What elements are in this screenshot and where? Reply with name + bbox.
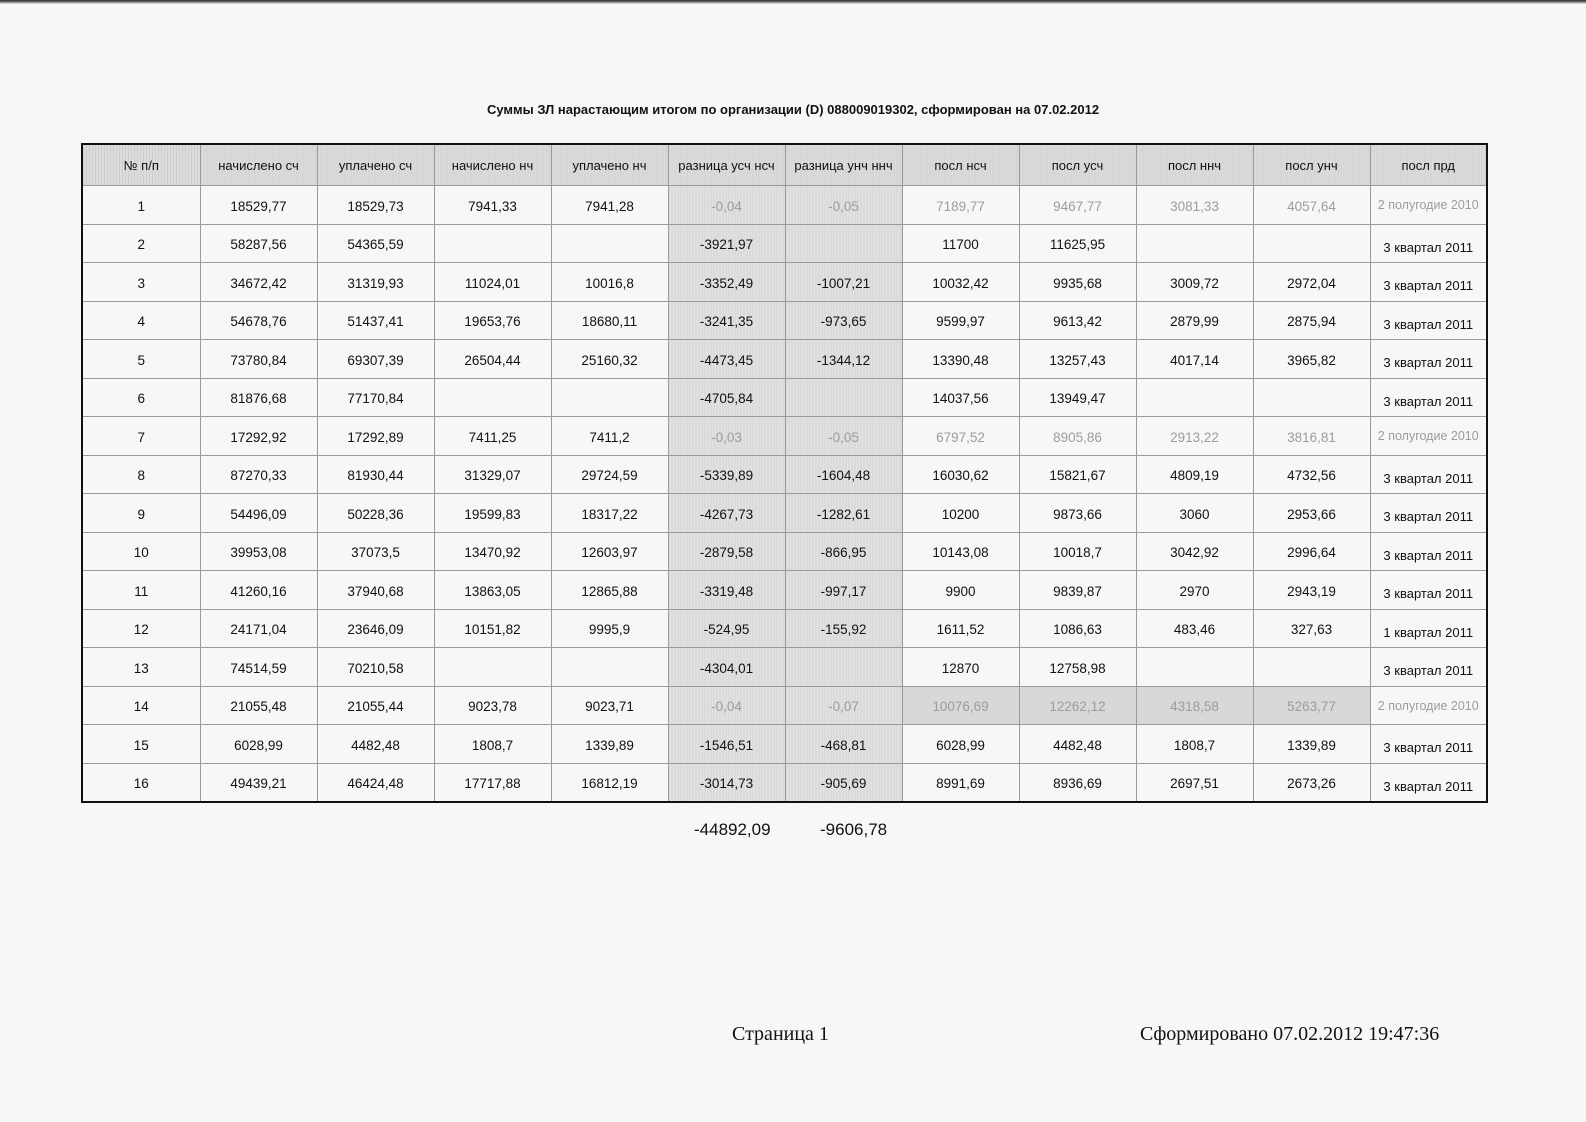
cell-accrued-sch: 81876,68 <box>200 378 317 417</box>
cell-paid-nch: 7411,2 <box>551 417 668 456</box>
cell-accrued-nch: 13863,05 <box>434 571 551 610</box>
cell-diff-usch-nsch: -3319,48 <box>668 571 785 610</box>
cell-last-unch: 2875,94 <box>1253 301 1370 340</box>
table-row <box>82 224 1487 263</box>
table-row <box>82 340 1487 379</box>
cell-last-nnch: 3060 <box>1136 494 1253 533</box>
cell-accrued-sch: 58287,56 <box>200 224 317 263</box>
cell-last-usch: 8936,69 <box>1019 763 1136 802</box>
cell-last-nsch: 1611,52 <box>902 609 1019 648</box>
cell-diff-usch-nsch: -1546,51 <box>668 725 785 764</box>
cell-last-nnch: 3009,72 <box>1136 263 1253 302</box>
cell-last-unch: 4732,56 <box>1253 455 1370 494</box>
cell-paid-sch: 18529,73 <box>317 186 434 225</box>
cell-diff-unch-nnch: -1282,61 <box>785 494 902 533</box>
cell-paid-sch: 23646,09 <box>317 609 434 648</box>
cell-last-unch: 2943,19 <box>1253 571 1370 610</box>
cell-paid-sch: 51437,41 <box>317 301 434 340</box>
cell-diff-unch-nnch: -1344,12 <box>785 340 902 379</box>
cell-paid-nch: 10016,8 <box>551 263 668 302</box>
cell-diff-usch-nsch: -4304,01 <box>668 648 785 687</box>
table-row <box>82 378 1487 417</box>
cell-accrued-nch: 19653,76 <box>434 301 551 340</box>
cell-accrued-sch: 54678,76 <box>200 301 317 340</box>
cell-paid-nch: 9023,71 <box>551 686 668 725</box>
cell-last-nsch: 10143,08 <box>902 532 1019 571</box>
col-header-last-usch: посл усч <box>1019 144 1136 186</box>
cell-last-usch: 9935,68 <box>1019 263 1136 302</box>
cell-last-unch: 1339,89 <box>1253 725 1370 764</box>
cell-last-usch: 1086,63 <box>1019 609 1136 648</box>
cell-diff-unch-nnch: -1604,48 <box>785 455 902 494</box>
col-header-last-period: посл прд <box>1370 144 1487 186</box>
cell-paid-sch: 54365,59 <box>317 224 434 263</box>
cell-paid-nch <box>551 648 668 687</box>
cell-last-period: 2 полугодие 2010 <box>1370 686 1487 725</box>
table-row <box>82 648 1487 687</box>
cell-last-nsch: 10032,42 <box>902 263 1019 302</box>
cell-last-nnch: 4809,19 <box>1136 455 1253 494</box>
cell-last-nsch: 8991,69 <box>902 763 1019 802</box>
cell-accrued-sch: 6028,99 <box>200 725 317 764</box>
cell-last-period: 2 полугодие 2010 <box>1370 186 1487 225</box>
cell-accrued-nch: 13470,92 <box>434 532 551 571</box>
cell-number: 11 <box>82 571 200 610</box>
cell-last-period: 3 квартал 2011 <box>1370 648 1487 687</box>
cell-number: 8 <box>82 455 200 494</box>
cell-diff-unch-nnch: -1007,21 <box>785 263 902 302</box>
cell-last-nnch: 483,46 <box>1136 609 1253 648</box>
cell-accrued-nch <box>434 648 551 687</box>
cell-last-period: 2 полугодие 2010 <box>1370 417 1487 456</box>
col-header-accrued-sch: начислено сч <box>200 144 317 186</box>
cell-last-period: 3 квартал 2011 <box>1370 532 1487 571</box>
cell-diff-usch-nsch: -4705,84 <box>668 378 785 417</box>
cell-paid-nch: 16812,19 <box>551 763 668 802</box>
cell-last-period: 3 квартал 2011 <box>1370 263 1487 302</box>
cell-diff-unch-nnch: -866,95 <box>785 532 902 571</box>
report-body <box>82 186 1487 802</box>
table-row <box>82 725 1487 764</box>
col-header-diff-usch-nsch: разница усч нсч <box>668 144 785 186</box>
col-header-diff-unch-nnch: разница унч ннч <box>785 144 902 186</box>
cell-diff-usch-nsch: -3241,35 <box>668 301 785 340</box>
cell-paid-sch: 77170,84 <box>317 378 434 417</box>
cell-paid-nch: 9995,9 <box>551 609 668 648</box>
cell-last-period: 3 квартал 2011 <box>1370 763 1487 802</box>
cell-accrued-nch: 17717,88 <box>434 763 551 802</box>
col-header-paid-nch: уплачено нч <box>551 144 668 186</box>
cell-last-nsch: 12870 <box>902 648 1019 687</box>
cell-last-nsch: 7189,77 <box>902 186 1019 225</box>
cell-last-nnch: 3042,92 <box>1136 532 1253 571</box>
cell-diff-unch-nnch <box>785 648 902 687</box>
cell-last-usch: 4482,48 <box>1019 725 1136 764</box>
cell-diff-unch-nnch: -905,69 <box>785 763 902 802</box>
cell-diff-unch-nnch: -973,65 <box>785 301 902 340</box>
cell-last-nnch: 2879,99 <box>1136 301 1253 340</box>
table-row <box>82 494 1487 533</box>
cell-last-usch: 10018,7 <box>1019 532 1136 571</box>
cell-last-unch <box>1253 378 1370 417</box>
cell-accrued-nch: 26504,44 <box>434 340 551 379</box>
cell-last-usch: 15821,67 <box>1019 455 1136 494</box>
cell-last-nnch: 2970 <box>1136 571 1253 610</box>
cell-paid-nch: 18317,22 <box>551 494 668 533</box>
cell-last-unch <box>1253 648 1370 687</box>
cell-last-period: 3 квартал 2011 <box>1370 340 1487 379</box>
cell-last-unch: 2953,66 <box>1253 494 1370 533</box>
cell-accrued-sch: 54496,09 <box>200 494 317 533</box>
cell-last-usch: 13257,43 <box>1019 340 1136 379</box>
cell-paid-nch: 29724,59 <box>551 455 668 494</box>
cell-accrued-sch: 49439,21 <box>200 763 317 802</box>
cell-paid-nch: 18680,11 <box>551 301 668 340</box>
cell-number: 5 <box>82 340 200 379</box>
cell-accrued-sch: 74514,59 <box>200 648 317 687</box>
cell-paid-nch: 7941,28 <box>551 186 668 225</box>
cell-number: 10 <box>82 532 200 571</box>
cell-paid-nch: 25160,32 <box>551 340 668 379</box>
cell-diff-usch-nsch: -4267,73 <box>668 494 785 533</box>
cell-paid-nch: 12603,97 <box>551 532 668 571</box>
table-row <box>82 417 1487 456</box>
cell-accrued-nch: 19599,83 <box>434 494 551 533</box>
cell-last-usch: 13949,47 <box>1019 378 1136 417</box>
cell-last-usch: 9467,77 <box>1019 186 1136 225</box>
cell-number: 3 <box>82 263 200 302</box>
scan-edge <box>0 0 1586 4</box>
cell-last-nsch: 9900 <box>902 571 1019 610</box>
cell-number: 4 <box>82 301 200 340</box>
cell-paid-sch: 81930,44 <box>317 455 434 494</box>
cell-diff-usch-nsch: -524,95 <box>668 609 785 648</box>
cell-accrued-sch: 87270,33 <box>200 455 317 494</box>
table-row <box>82 763 1487 802</box>
cell-last-usch: 12262,12 <box>1019 686 1136 725</box>
cell-number: 6 <box>82 378 200 417</box>
cell-last-nsch: 16030,62 <box>902 455 1019 494</box>
col-header-last-unch: посл унч <box>1253 144 1370 186</box>
cell-last-nnch: 4318,58 <box>1136 686 1253 725</box>
cell-last-nsch: 9599,97 <box>902 301 1019 340</box>
cell-paid-sch: 46424,48 <box>317 763 434 802</box>
cell-diff-unch-nnch <box>785 378 902 417</box>
cell-paid-nch <box>551 224 668 263</box>
cell-last-nnch: 2913,22 <box>1136 417 1253 456</box>
cell-accrued-sch: 17292,92 <box>200 417 317 456</box>
cell-last-period: 1 квартал 2011 <box>1370 609 1487 648</box>
cell-accrued-sch: 24171,04 <box>200 609 317 648</box>
cell-paid-sch: 37940,68 <box>317 571 434 610</box>
cell-last-period: 3 квартал 2011 <box>1370 494 1487 533</box>
cell-paid-sch: 69307,39 <box>317 340 434 379</box>
cell-number: 13 <box>82 648 200 687</box>
cell-paid-sch: 21055,44 <box>317 686 434 725</box>
col-header-last-nsch: посл нсч <box>902 144 1019 186</box>
col-header-accrued-nch: начислено нч <box>434 144 551 186</box>
cell-diff-usch-nsch: -4473,45 <box>668 340 785 379</box>
cell-accrued-nch: 1808,7 <box>434 725 551 764</box>
cell-diff-unch-nnch: -0,07 <box>785 686 902 725</box>
table-row <box>82 455 1487 494</box>
cell-last-period: 3 квартал 2011 <box>1370 455 1487 494</box>
cell-last-nsch: 10200 <box>902 494 1019 533</box>
cell-last-unch <box>1253 224 1370 263</box>
cell-accrued-nch: 7941,33 <box>434 186 551 225</box>
cell-paid-sch: 50228,36 <box>317 494 434 533</box>
cell-accrued-sch: 41260,16 <box>200 571 317 610</box>
cell-last-period: 3 квартал 2011 <box>1370 224 1487 263</box>
cell-accrued-nch: 31329,07 <box>434 455 551 494</box>
cell-accrued-nch: 11024,01 <box>434 263 551 302</box>
cell-last-unch: 4057,64 <box>1253 186 1370 225</box>
cell-diff-usch-nsch: -3014,73 <box>668 763 785 802</box>
generated-timestamp: Сформировано 07.02.2012 19:47:36 <box>1140 1023 1440 1045</box>
cell-paid-nch: 12865,88 <box>551 571 668 610</box>
cell-number: 1 <box>82 186 200 225</box>
cell-last-usch: 9613,42 <box>1019 301 1136 340</box>
cell-paid-sch: 70210,58 <box>317 648 434 687</box>
cell-accrued-nch: 9023,78 <box>434 686 551 725</box>
cell-last-unch: 2673,26 <box>1253 763 1370 802</box>
cell-last-period: 3 квартал 2011 <box>1370 571 1487 610</box>
cell-last-nnch <box>1136 224 1253 263</box>
col-header-number: № п/п <box>82 144 200 186</box>
cell-diff-usch-nsch: -2879,58 <box>668 532 785 571</box>
cell-number: 14 <box>82 686 200 725</box>
header-row <box>82 144 1487 186</box>
cell-last-unch: 3965,82 <box>1253 340 1370 379</box>
cell-paid-sch: 17292,89 <box>317 417 434 456</box>
table-row <box>82 571 1487 610</box>
cell-number: 15 <box>82 725 200 764</box>
table-row <box>82 301 1487 340</box>
cell-accrued-nch <box>434 224 551 263</box>
cell-last-nnch: 2697,51 <box>1136 763 1253 802</box>
table-row <box>82 263 1487 302</box>
cell-number: 7 <box>82 417 200 456</box>
cell-last-unch: 2996,64 <box>1253 532 1370 571</box>
cell-accrued-nch <box>434 378 551 417</box>
col-header-paid-sch: уплачено сч <box>317 144 434 186</box>
cell-accrued-sch: 18529,77 <box>200 186 317 225</box>
cell-diff-unch-nnch: -0,05 <box>785 186 902 225</box>
cell-number: 16 <box>82 763 200 802</box>
cell-last-nnch <box>1136 648 1253 687</box>
table-row <box>82 609 1487 648</box>
cell-paid-sch: 31319,93 <box>317 263 434 302</box>
total-diff-unch: -9606,78 <box>820 820 888 839</box>
cell-accrued-nch: 7411,25 <box>434 417 551 456</box>
cell-accrued-sch: 73780,84 <box>200 340 317 379</box>
cell-paid-sch: 4482,48 <box>317 725 434 764</box>
cell-diff-usch-nsch: -3352,49 <box>668 263 785 302</box>
col-header-last-nnch: посл ннч <box>1136 144 1253 186</box>
total-diff-usch: -44892,09 <box>694 820 771 839</box>
cell-accrued-sch: 39953,08 <box>200 532 317 571</box>
table-row <box>82 686 1487 725</box>
cell-number: 9 <box>82 494 200 533</box>
cell-last-unch: 327,63 <box>1253 609 1370 648</box>
cell-last-nnch <box>1136 378 1253 417</box>
cell-last-nsch: 6028,99 <box>902 725 1019 764</box>
cell-accrued-nch: 10151,82 <box>434 609 551 648</box>
cell-last-unch: 5263,77 <box>1253 686 1370 725</box>
cell-paid-sch: 37073,5 <box>317 532 434 571</box>
cell-last-nsch: 6797,52 <box>902 417 1019 456</box>
cell-last-nsch: 10076,69 <box>902 686 1019 725</box>
cell-diff-unch-nnch: -468,81 <box>785 725 902 764</box>
cell-last-period: 3 квартал 2011 <box>1370 378 1487 417</box>
cell-accrued-sch: 34672,42 <box>200 263 317 302</box>
cell-diff-unch-nnch <box>785 224 902 263</box>
cell-diff-usch-nsch: -3921,97 <box>668 224 785 263</box>
cell-last-usch: 12758,98 <box>1019 648 1136 687</box>
cell-diff-unch-nnch: -155,92 <box>785 609 902 648</box>
cell-diff-unch-nnch: -0,05 <box>785 417 902 456</box>
table-row <box>82 532 1487 571</box>
cell-last-nsch: 13390,48 <box>902 340 1019 379</box>
cell-diff-usch-nsch: -5339,89 <box>668 455 785 494</box>
cell-diff-usch-nsch: -0,04 <box>668 686 785 725</box>
cell-diff-usch-nsch: -0,03 <box>668 417 785 456</box>
cell-diff-usch-nsch: -0,04 <box>668 186 785 225</box>
cell-last-period: 3 квартал 2011 <box>1370 725 1487 764</box>
cell-last-nsch: 14037,56 <box>902 378 1019 417</box>
cell-number: 2 <box>82 224 200 263</box>
cell-accrued-sch: 21055,48 <box>200 686 317 725</box>
cell-last-usch: 9873,66 <box>1019 494 1136 533</box>
cell-last-nnch: 3081,33 <box>1136 186 1253 225</box>
table-row <box>82 186 1487 225</box>
cell-diff-unch-nnch: -997,17 <box>785 571 902 610</box>
cell-paid-nch <box>551 378 668 417</box>
cell-last-nnch: 4017,14 <box>1136 340 1253 379</box>
cell-last-usch: 11625,95 <box>1019 224 1136 263</box>
report-title: Суммы ЗЛ нарастающим итогом по организации (D) 088009019302, сформирован на 07.02.2012 <box>486 102 1100 117</box>
cell-last-nsch: 11700 <box>902 224 1019 263</box>
page-number: Страница 1 <box>732 1023 829 1045</box>
cell-last-usch: 9839,87 <box>1019 571 1136 610</box>
cell-last-usch: 8905,86 <box>1019 417 1136 456</box>
cell-last-unch: 3816,81 <box>1253 417 1370 456</box>
cell-last-period: 3 квартал 2011 <box>1370 301 1487 340</box>
cell-last-unch: 2972,04 <box>1253 263 1370 302</box>
cell-paid-nch: 1339,89 <box>551 725 668 764</box>
cell-number: 12 <box>82 609 200 648</box>
report-table <box>81 143 1488 803</box>
cell-last-nnch: 1808,7 <box>1136 725 1253 764</box>
